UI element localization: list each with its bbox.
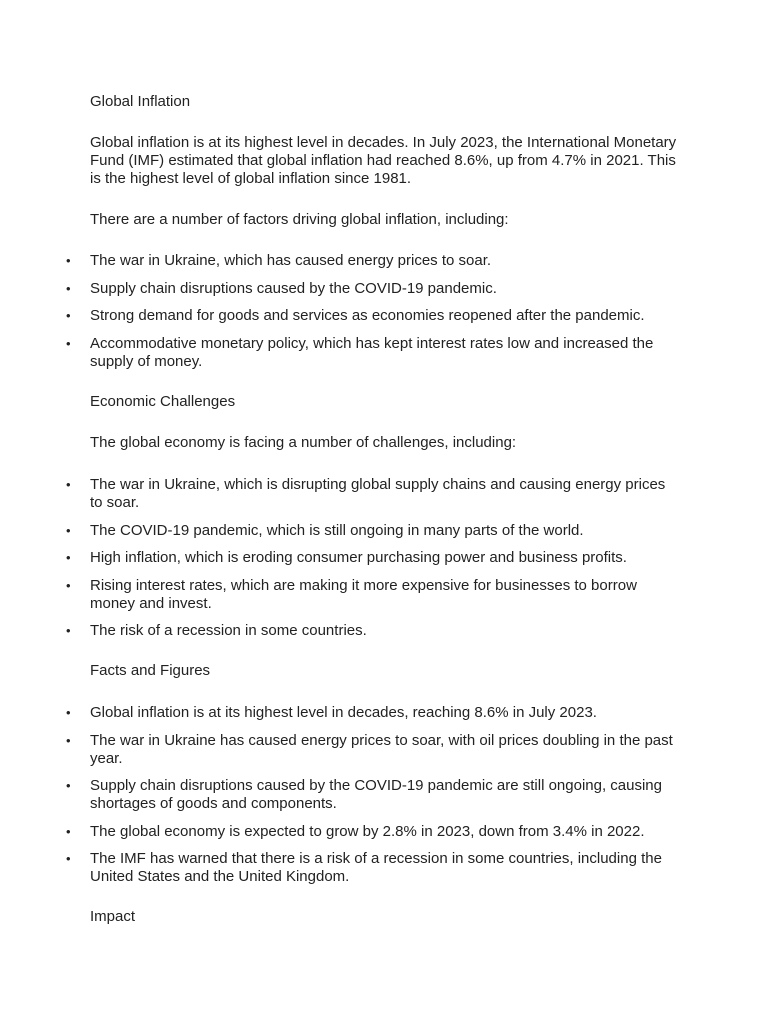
list-item: • High inflation, which is eroding consumer purchasing power and business profits. — [0, 549, 680, 567]
section-heading-economic-challenges: Economic Challenges — [90, 393, 236, 410]
list-item: • Rising interest rates, which are making it more expensive for businesses to borrow money and invest. — [0, 577, 680, 613]
facts-and-figures-list — [0, 704, 768, 896]
economic-challenges-list — [0, 476, 768, 650]
challenges-intro-paragraph: The global economy is facing a number of challenges, including: — [90, 434, 517, 451]
intro-paragraph: Global inflation is at its highest level in decades. In July 2023, the International Monetary Fund (IMF) estimated that global inflation had reached 8.6%, up from 4.7% in 2021. This is the highest level of global inflation since 1981. — [90, 134, 677, 187]
list-item: • The war in Ukraine, which is disrupting global supply chains and causing energy prices to soar. — [0, 476, 680, 512]
list-item: • The global economy is expected to grow by 2.8% in 2023, down from 3.4% in 2022. — [0, 823, 680, 841]
section-heading-global-inflation: Global Inflation — [90, 93, 191, 110]
list-item: • Global inflation is at its highest level in decades, reaching 8.6% in July 2023. — [0, 704, 680, 722]
list-item: • The war in Ukraine, which has caused energy prices to soar. — [0, 252, 680, 270]
list-item: • The war in Ukraine has caused energy prices to soar, with oil prices doubling in the past year. — [0, 732, 680, 768]
list-item: • The IMF has warned that there is a risk of a recession in some countries, including the United States and the United Kingdom. — [0, 850, 680, 886]
list-item: • Strong demand for goods and services as economies reopened after the pandemic. — [0, 307, 680, 325]
section-heading-impact: Impact — [90, 908, 136, 925]
section-heading-facts-and-figures: Facts and Figures — [90, 662, 211, 679]
inflation-factors-list — [0, 252, 768, 380]
list-item: • The COVID-19 pandemic, which is still ongoing in many parts of the world. — [0, 522, 680, 540]
list-item: • Supply chain disruptions caused by the COVID-19 pandemic are still ongoing, causing shortages of goods and components. — [0, 777, 680, 813]
list-item: • Accommodative monetary policy, which has kept interest rates low and increased the supply of money. — [0, 335, 680, 371]
list-item: • Supply chain disruptions caused by the COVID-19 pandemic. — [0, 280, 680, 298]
list-item: • The risk of a recession in some countries. — [0, 622, 680, 640]
factors-intro-paragraph: There are a number of factors driving global inflation, including: — [90, 211, 509, 228]
